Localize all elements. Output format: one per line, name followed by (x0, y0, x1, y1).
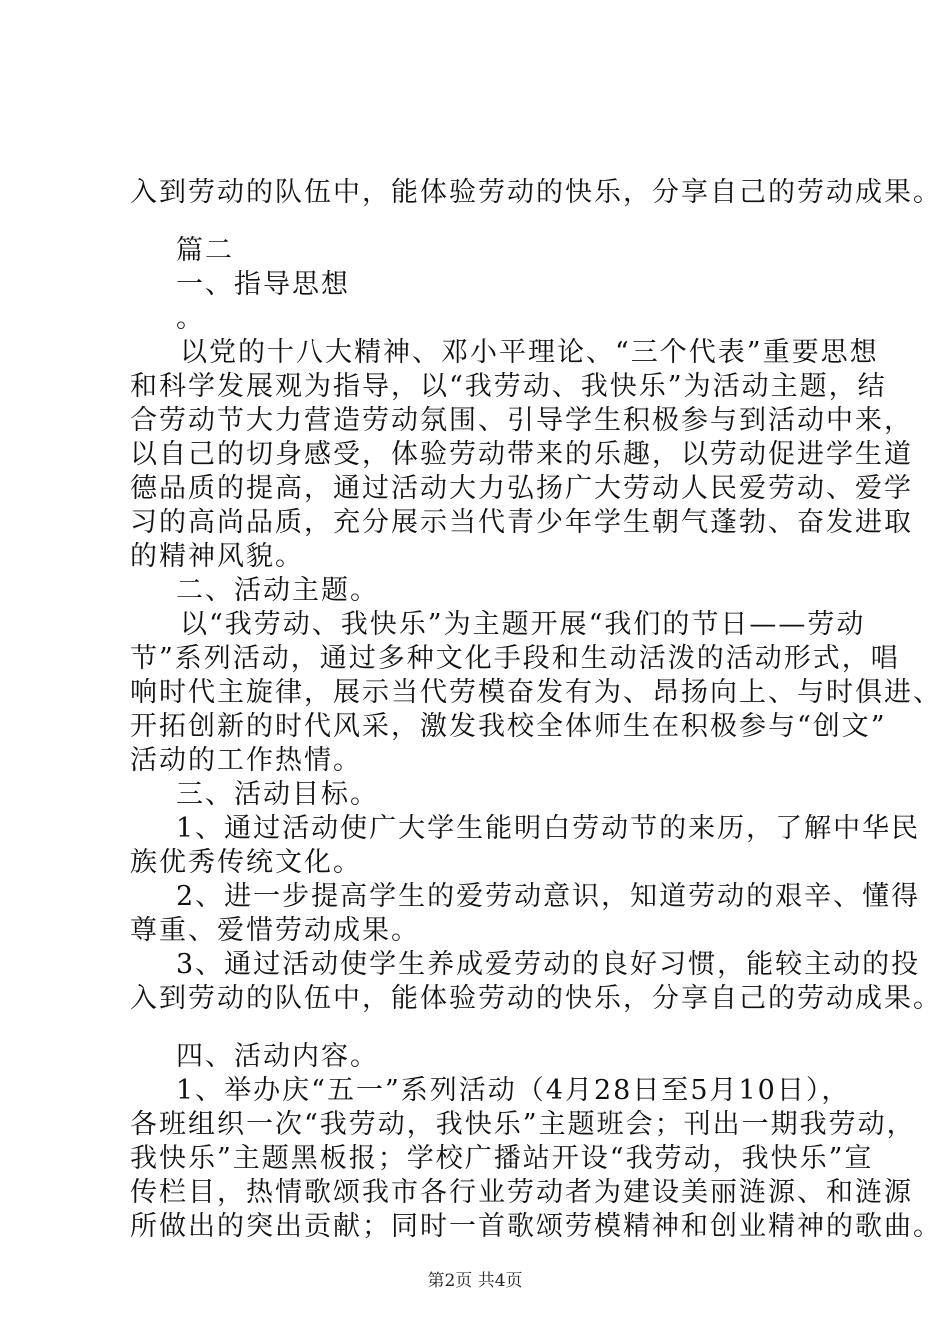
text-line: 节”系列活动，通过多种文化手段和生动活泼的活动形式，唱 (130, 643, 900, 674)
text-line: 各班组织一次“我劳动，我快乐”主题班会；刊出一期我劳动， (130, 1109, 916, 1140)
text-line: 入到劳动的队伍中，能体验劳动的快乐，分享自己的劳动成果。 (130, 177, 942, 208)
text-line: 以自己的切身感受，体验劳动带来的乐趣，以劳动促进学生道 (130, 439, 913, 470)
text-line: 开拓创新的时代风采，激发我校全体师生在积极参与“创文” (130, 711, 887, 742)
text-line: 和科学发展观为指导，以“我劳动、我快乐”为活动主题，结 (130, 371, 887, 402)
text-line: 我快乐”主题黑板报；学校广播站开设“我劳动，我快乐”宣 (130, 1143, 874, 1174)
heading-activity-theme: 二、活动主题。 (176, 575, 379, 606)
text-line: 族优秀传统文化。 (130, 847, 362, 878)
text-line: 响时代主旋律，展示当代劳模奋发有为、昂扬向上、与时俱进、 (130, 677, 942, 708)
page-footer: 第2页 共4页 (427, 1271, 523, 1291)
text-line: 的精神风貌。 (130, 541, 304, 572)
heading-guiding-thought: 一、指导思想 (176, 269, 350, 300)
text-line: 。 (176, 303, 205, 334)
text-line: 活动的工作热情。 (130, 745, 362, 776)
text-line: 德品质的提高，通过活动大力弘扬广大劳动人民爱劳动、爱学 (130, 473, 913, 504)
text-line: 尊重、爱惜劳动成果。 (130, 915, 420, 946)
text-line: 以“我劳动、我快乐”为主题开展“我们的节日——劳动 (180, 609, 866, 640)
text-line: 2、进一步提高学生的爱劳动意识，知道劳动的艰辛、懂得 (176, 881, 921, 912)
text-line: 1、通过活动使广大学生能明白劳动节的来历，了解中华民 (176, 813, 921, 844)
heading-activity-goals: 三、活动目标。 (176, 779, 379, 810)
text-line: 传栏目，热情歌颂我市各行业劳动者为建设美丽涟源、和涟源 (130, 1177, 913, 1208)
heading-activity-content: 四、活动内容。 (176, 1041, 379, 1072)
text-line: 合劳动节大力营造劳动氛围、引导学生积极参与到活动中来， (130, 405, 913, 436)
text-line: 3、通过活动使学生养成爱劳动的良好习惯，能较主动的投 (176, 949, 921, 980)
text-line: 所做出的突出贡献；同时一首歌颂劳模精神和创业精神的歌曲。 (130, 1211, 942, 1242)
text-line: 以党的十八大精神、邓小平理论、“三个代表”重要思想 (180, 337, 879, 368)
text-line: 习的高尚品质，充分展示当代青少年学生朝气蓬勃、奋发进取 (130, 507, 913, 538)
text-line: 1、举办庆“五一”系列活动（4月28日至5月10日）， (176, 1075, 851, 1106)
section-label: 篇二 (176, 235, 234, 266)
text-line: 入到劳动的队伍中，能体验劳动的快乐，分享自己的劳动成果。 (130, 983, 942, 1014)
